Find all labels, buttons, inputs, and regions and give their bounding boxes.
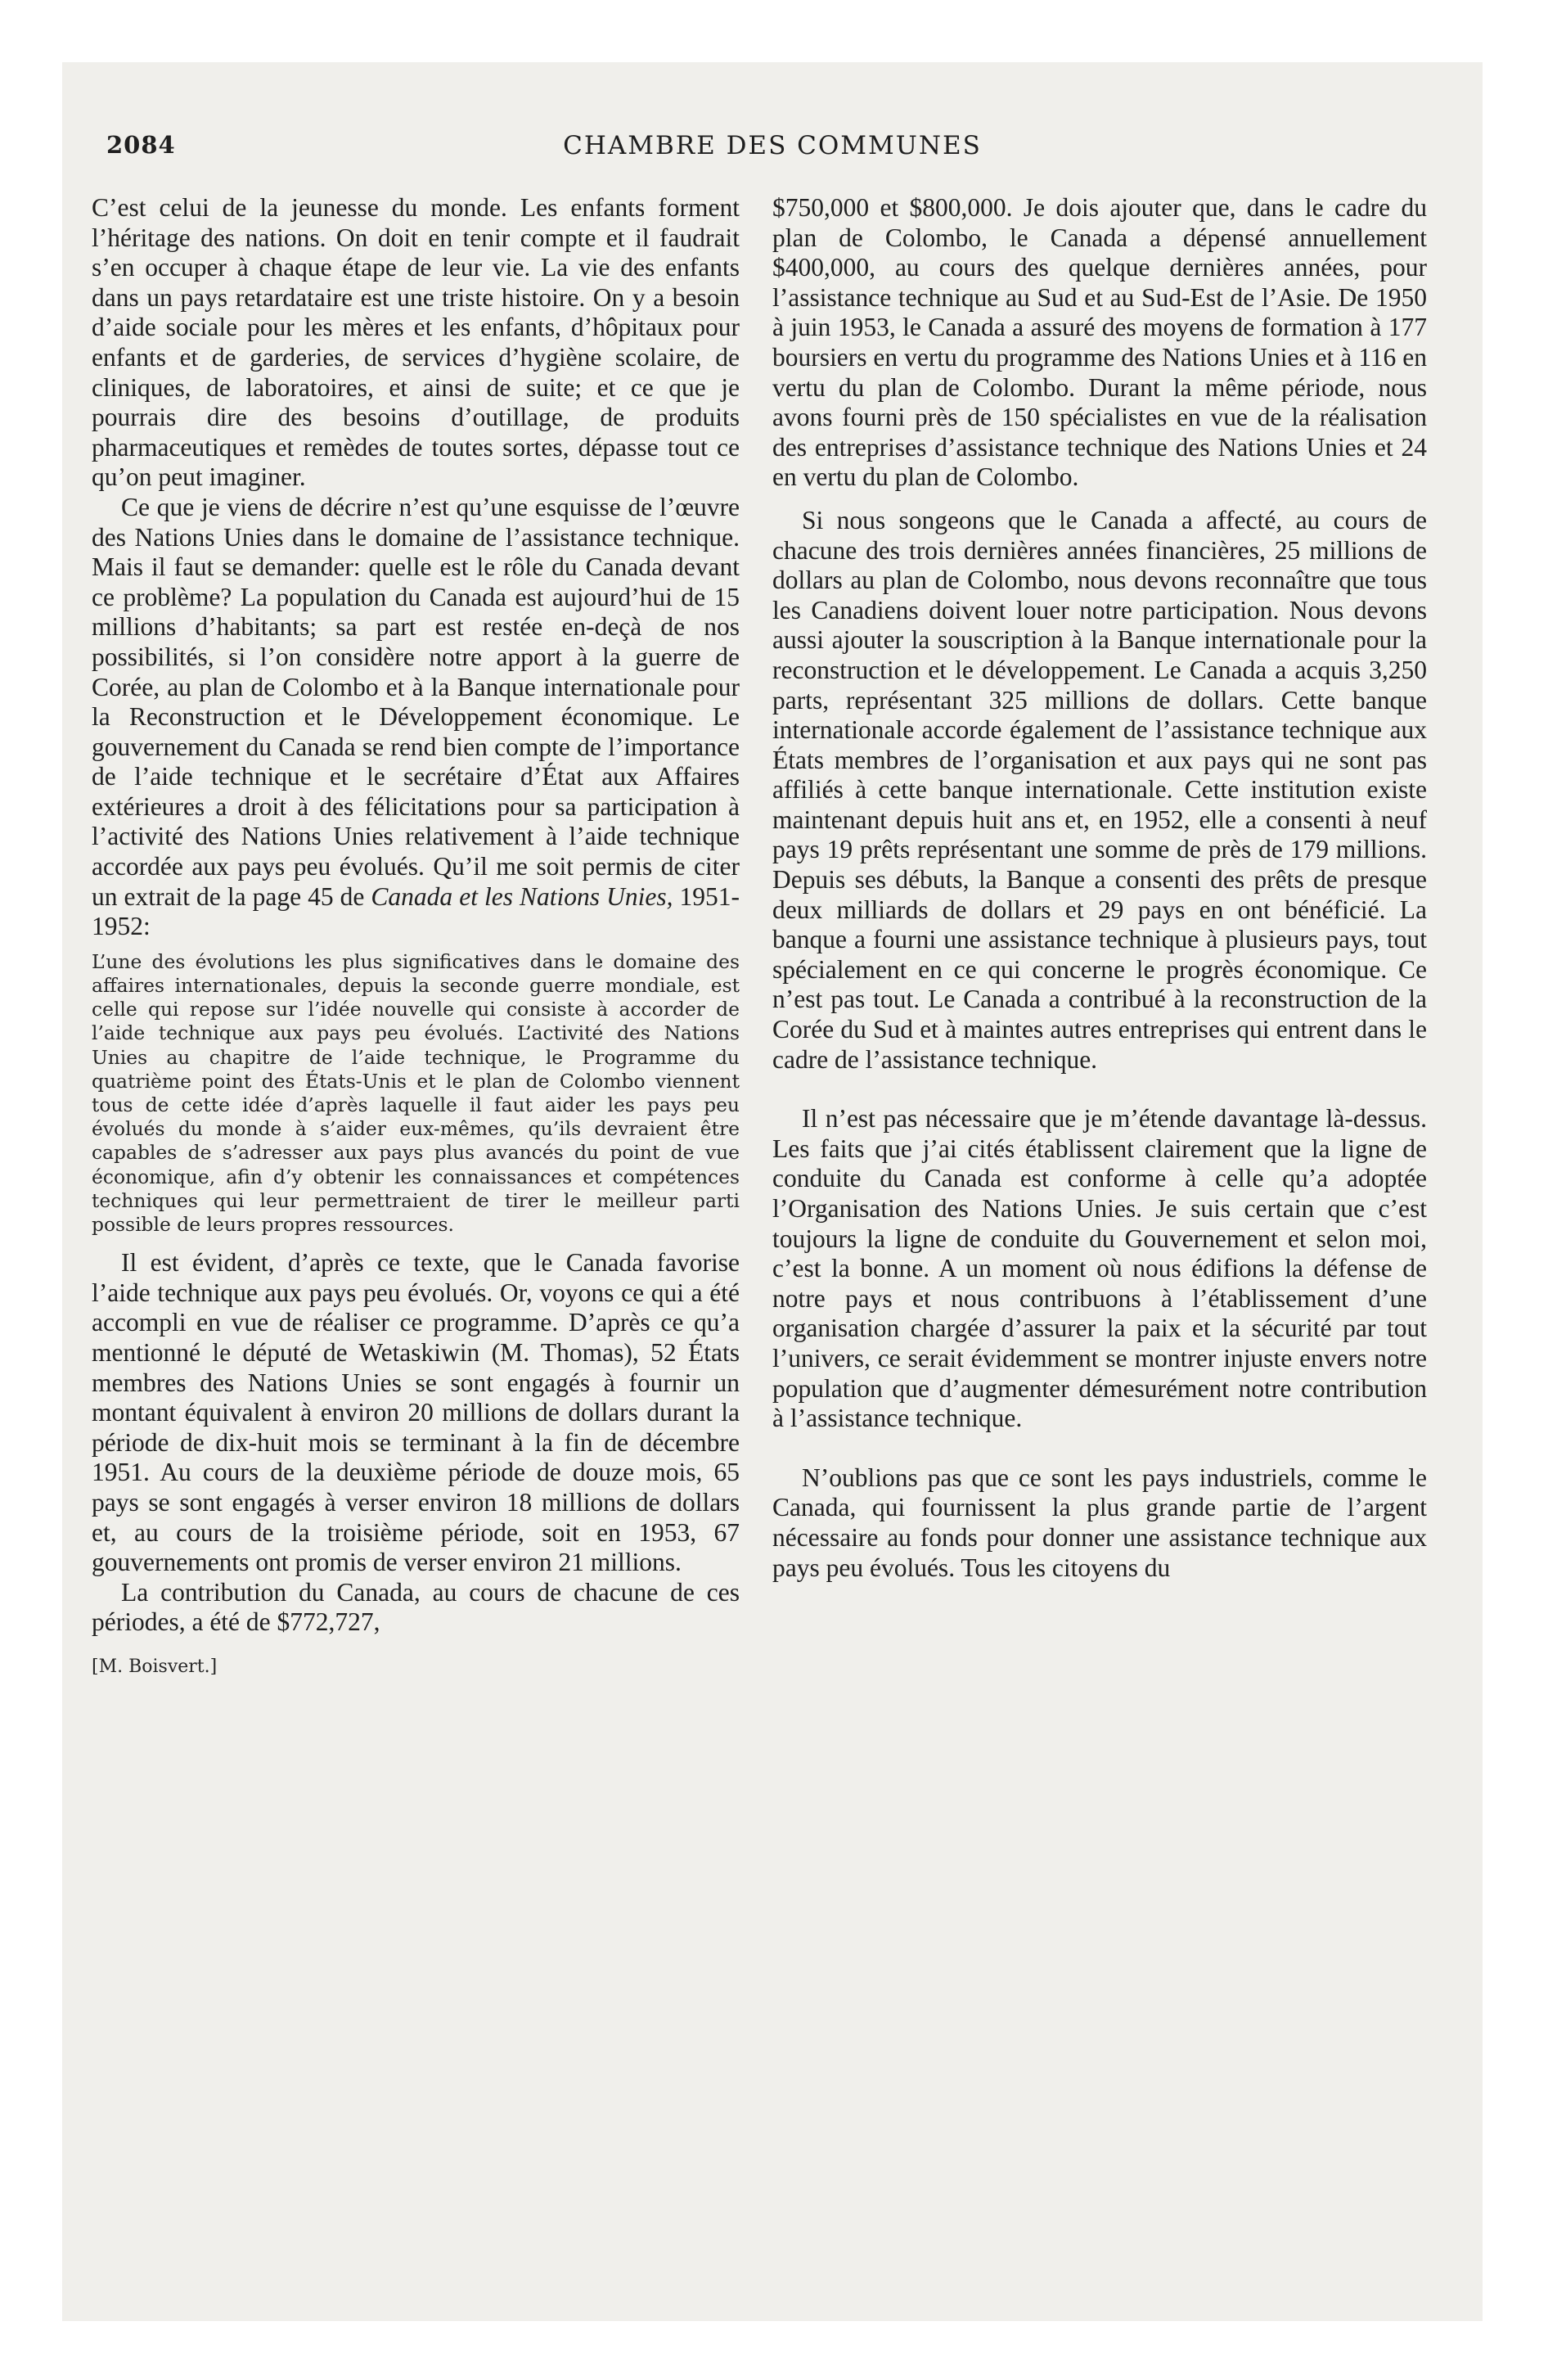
paragraph: La contribution du Canada, au cours de chacune de ces périodes, a été de $772,727, bbox=[92, 1577, 740, 1637]
block-quote: L’une des évolutions les plus significatives dans le domaine des affaires internationales, depuis la seconde guerre mondiale, est celle qui repose sur l’idée nouvelle qui consiste à accorder de l’aide technique aux pays peu évolués. L’activité des Nations Unies au chapitre de l’aide technique, le Programme du quatrième point des États-Unis et le plan de Colombo viennent tous de cette idée d’après laquelle il faut aider les pays peu évolués du monde à s’aider eux-mêmes, qu’ils devraient être capables de s’adresser aux pays plus avancés du point de vue économique, afin d’y obtenir les connaissances et compétences techniques qui leur permettraient de tirer le meilleur parti possible de leurs propres ressources. bbox=[92, 949, 740, 1237]
paragraph: Il est évident, d’après ce texte, que le Canada favorise l’aide technique aux pays peu évolués. Or, voyons ce qui a été accompli en vue de réaliser ce programme. D’après ce qu’a mentionné le député de Wetaskiwin (M. Thomas), 52 États membres des Nations Unies se sont engagés à fournir un montant équivalent à environ 20 millions de dollars durant la période de dix-huit mois se terminant à la fin de décembre 1951. Au cours de la deuxième période de douze mois, 65 pays se sont engagés à verser environ 18 millions de dollars et, au cours de la troisième période, soit en 1953, 67 gouvernements ont promis de verser environ 21 millions. bbox=[92, 1248, 740, 1577]
page bbox=[62, 62, 1483, 2321]
speaker-attribution: [M. Boisvert.] bbox=[92, 1657, 218, 1677]
page-header bbox=[62, 62, 1483, 160]
paragraph: C’est celui de la jeunesse du monde. Les enfants forment l’héritage des nations. On doit en tenir compte et il faudrait s’en occuper à chaque étape de leur vie. La vie des enfants dans un pays retardataire est une triste histoire. On y a besoin d’aide sociale pour les mères et les enfants, d’hôpitaux pour enfants et de garderies, de services d’hygiène scolaire, de cliniques, de laboratoires, et ainsi de suite; et ce que je pourrais dire des besoins d’outillage, de produits pharmaceutiques et remèdes de toutes sortes, dépasse tout ce qu’on peut imaginer. bbox=[92, 193, 740, 492]
right-column bbox=[772, 193, 1427, 1583]
page-number: 2084 bbox=[106, 131, 176, 159]
paragraph-text: 1951-1952: bbox=[92, 881, 740, 941]
paragraph bbox=[92, 493, 740, 942]
paragraph: Il n’est pas nécessaire que je m’étende davantage là-dessus. Les faits que j’ai cités établissent clairement que la ligne de conduite du Canada est conforme à celle qu’a adoptée l’Organisation des Nations Unies. Je suis certain que c’est toujours la ligne de conduite du Gouvernement et selon moi, c’est la bonne. A un moment où nous édifions la défense de notre pays et nous contribuons à l’établissement d’une organisation chargée d’assurer la paix et la sécurité par tout l’univers, ce serait évidemment se montrer injuste envers notre population que d’augmenter démesurément notre contribution à l’assistance technique. bbox=[772, 1104, 1427, 1433]
left-column bbox=[92, 193, 740, 1683]
paragraph: N’oublions pas que ce sont les pays industriels, comme le Canada, qui fournissent la plus grande partie de l’argent nécessaire au fonds pour donner une assistance technique aux pays peu évolués. Tous les citoyens du bbox=[772, 1463, 1427, 1582]
paragraph-text: Ce que je viens de décrire n’est qu’une esquisse de l’œuvre des Nations Unies dans le domaine de l’assistance technique. Mais il faut se demander: quelle est le rôle du Canada devant ce problème? La population du Canada est aujourd’hui de 15 millions d’habitants; sa part est restée en-deçà de nos possibilités, si l’on considère notre apport à la guerre de Corée, au plan de Colombo et à la Banque internationale pour la Reconstruction et le Développement économique. Le gouvernement du Canada se rend bien compte de l’importance de l’aide technique et le secrétaire d’État aux Affaires extérieures a droit à des félicitations pour sa participation à l’activité des Nations Unies relativement à l’aide technique accordée aux pays peu évolués. Qu’il me soit permis de citer un extrait de la page 45 de bbox=[92, 492, 740, 911]
paragraph: Si nous songeons que le Canada a affecté, au cours de chacune des trois dernières années financières, 25 millions de dollars au plan de Colombo, nous devons reconnaître que tous les Canadiens doivent louer notre participation. Nous devons aussi ajouter la souscription à la Banque internationale pour la reconstruction et le développement. Le Canada a acquis 3,250 parts, représentant 325 millions de dollars. Cette banque internationale accorde également de l’assistance technique aux États membres de l’organisation et aux pays qui ne sont pas affiliés à cette banque internationale. Cette institution existe maintenant depuis huit ans et, en 1952, elle a consenti à neuf pays 19 prêts représentant une somme de près de 179 millions. Depuis ses débuts, la Banque a consenti des prêts de presque deux milliards de dollars et 29 pays en ont bénéficié. La banque a fourni une assistance technique à plusieurs pays, tout spécialement en ce qui concerne le progrès économique. Ce n’est pas tout. Le Canada a contribué à la reconstruction de la Corée du Sud et à maintes autres entreprises qui entrent dans le cadre de l’assistance technique. bbox=[772, 505, 1427, 1074]
running-head: CHAMBRE DES COMMUNES bbox=[563, 131, 982, 160]
paragraph: $750,000 et $800,000. Je dois ajouter que, dans le cadre du plan de Colombo, le Canada a dépensé annuellement $400,000, au cours des quelque dernières années, pour l’assistance technique au Sud et au Sud-Est de l’Asie. De 1950 à juin 1953, le Canada a assuré des moyens de formation à 177 boursiers en vertu du programme des Nations Unies et à 116 en vertu du plan de Colombo. Durant la même période, nous avons fourni près de 150 spécialistes en vue de la réalisation des entreprises d’assistance technique des Nations Unies et 24 en vertu du plan de Colombo. bbox=[772, 193, 1427, 492]
publication-title: Canada et les Nations Unies, bbox=[371, 881, 673, 911]
